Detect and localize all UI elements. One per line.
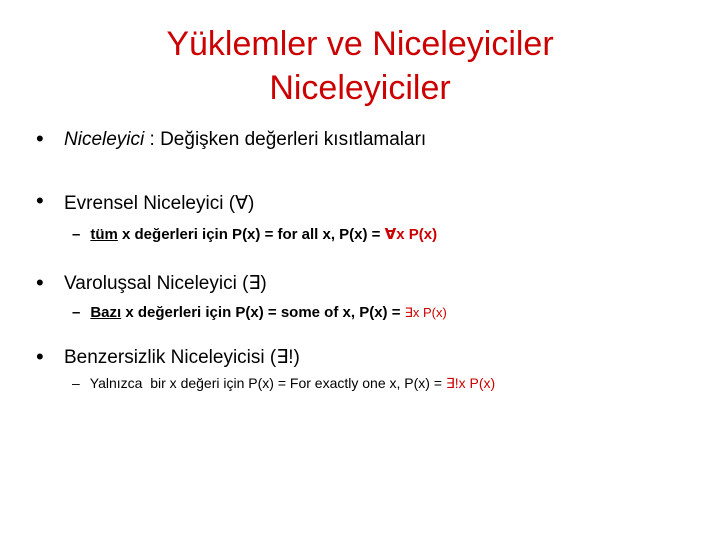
varolussal-sub-text: x değerleri için P(x) = some of x, P(x) =: [121, 304, 405, 321]
item-benzersizlik: Benzersizlik Niceleyicisi (∃!): [64, 347, 300, 368]
evrensel-sub-underlined: tüm: [90, 226, 118, 243]
bullet-icon: •: [36, 126, 44, 151]
item-varolussal-sub: [72, 303, 447, 323]
dash-icon: –: [72, 304, 81, 321]
item-niceleyici: [64, 128, 426, 152]
varolussal-sub-underlined: Bazı: [90, 304, 122, 321]
slide-title: [0, 22, 720, 110]
item-benzersizlik-sub: [72, 373, 495, 393]
evrensel-sub-eq: =: [367, 226, 385, 243]
bullet-icon: •: [36, 188, 44, 213]
evrensel-sub-text: x değerleri için P(x) = for all x, P(x): [117, 226, 368, 243]
evrensel-sub-formula: ∀x P(x): [384, 226, 438, 243]
item-evrensel-sub: [72, 225, 437, 245]
benzersizlik-sub-text: Yalnızca bir x değeri için P(x) = For exactly one x, P(x) =: [89, 375, 446, 391]
item-evrensel: Evrensel Niceleyici (∀): [64, 193, 255, 214]
bullet-icon: •: [36, 344, 44, 369]
item-niceleyici-term: Niceleyici: [64, 129, 145, 150]
title-line-1: Yüklemler ve Niceleyiciler: [166, 25, 554, 63]
bullet-icon: •: [36, 270, 44, 295]
title-line-2: Niceleyiciler: [269, 69, 451, 107]
dash-icon: –: [72, 226, 81, 243]
item-niceleyici-rest: : Değişken değerleri kısıtlamaları: [144, 129, 427, 150]
dash-icon: –: [72, 375, 80, 391]
benzersizlik-sub-formula: ∃!x P(x): [445, 375, 496, 391]
varolussal-sub-formula: ∃x P(x): [404, 305, 447, 320]
item-varolussal: Varoluşsal Niceleyici (∃): [64, 273, 267, 294]
